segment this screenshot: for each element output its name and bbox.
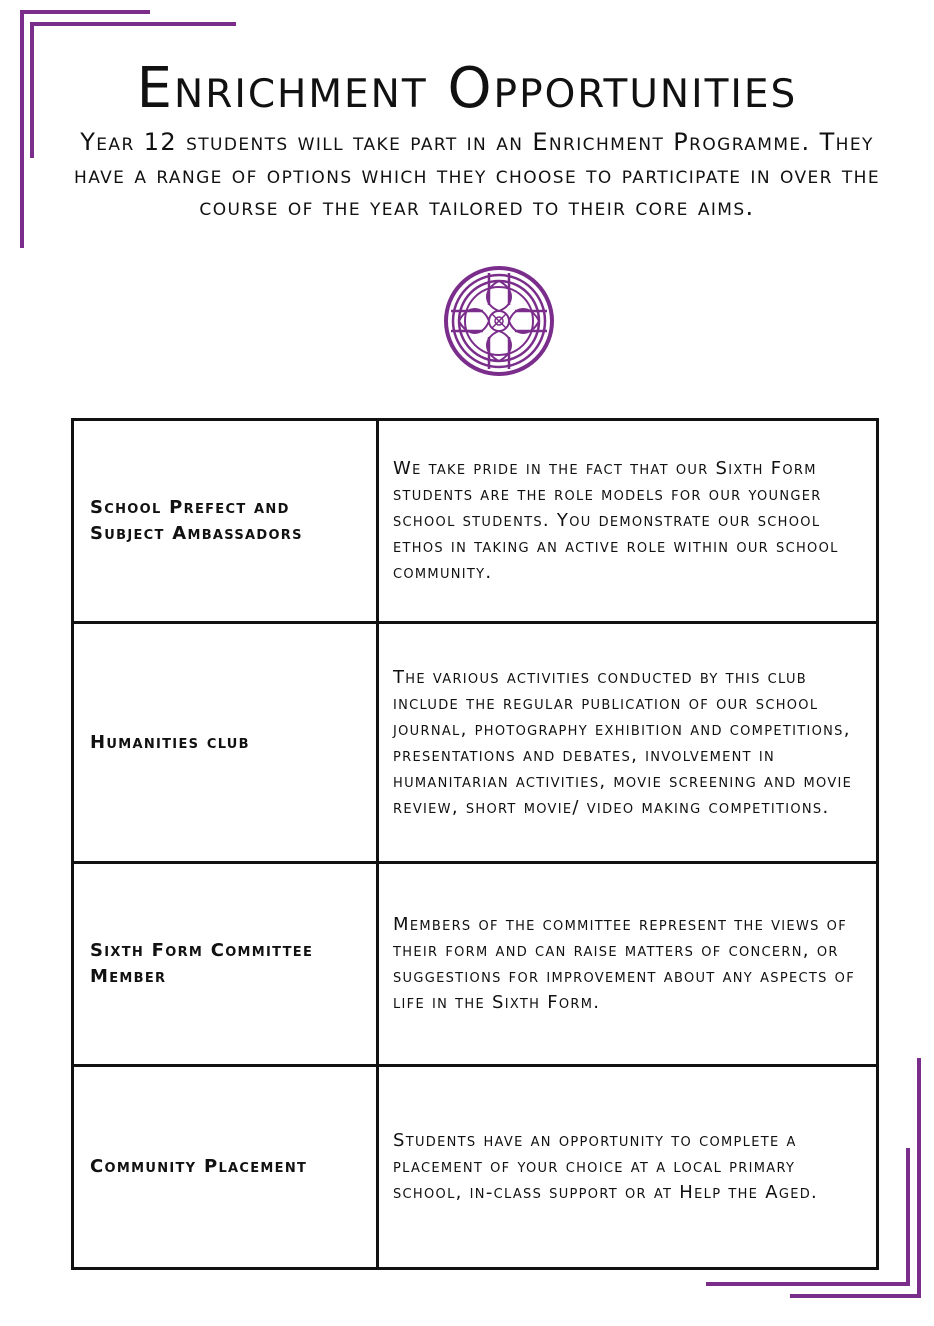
option-description: We take pride in the fact that our Sixth Form students are the role models for our younger school students. You demonstrate our school ethos in taking an active role within our school community. xyxy=(378,420,878,623)
enrichment-table xyxy=(71,418,879,1270)
frame-line-left-outer xyxy=(20,10,24,248)
option-description: The various activities conducted by this club include the regular publication of our school journal, photography exhibition and competitions, presentations and debates, involvement in humanitarian activities, movie screening and movie review, short movie/ video making competitions. xyxy=(378,623,878,863)
intro-paragraph: Year 12 students will take part in an Enrichment Programme. They have a range of options which they choose to participate in over the course of the year tailored to their core aims. xyxy=(74,128,880,221)
option-name: Sixth Form Committee Member xyxy=(73,863,378,1066)
option-name: Humanities club xyxy=(73,623,378,863)
frame-line-top-inner xyxy=(30,22,236,26)
option-description: Students have an opportunity to complete a placement of your choice at a local primary school, in-class support or at Help the Aged. xyxy=(378,1066,878,1269)
table-row xyxy=(73,420,878,623)
frame-line-top-outer xyxy=(20,10,150,14)
frame-line-right-outer xyxy=(917,1058,921,1298)
option-description: Members of the committee represent the views of their form and can raise matters of concern, or suggestions for improvement about any aspects of life in the Sixth Form. xyxy=(378,863,878,1066)
table-row xyxy=(73,863,878,1066)
option-name: School Prefect and Subject Ambassadors xyxy=(73,420,378,623)
option-name: Community Placement xyxy=(73,1066,378,1269)
frame-line-right-inner xyxy=(906,1148,910,1286)
table-row xyxy=(73,623,878,863)
celtic-knot-emblem-icon xyxy=(443,265,555,377)
frame-line-bottom-inner xyxy=(706,1282,910,1286)
table-row xyxy=(73,1066,878,1269)
frame-line-bottom-outer xyxy=(790,1294,921,1298)
page-title: Enrichment Opportunities xyxy=(136,56,798,121)
